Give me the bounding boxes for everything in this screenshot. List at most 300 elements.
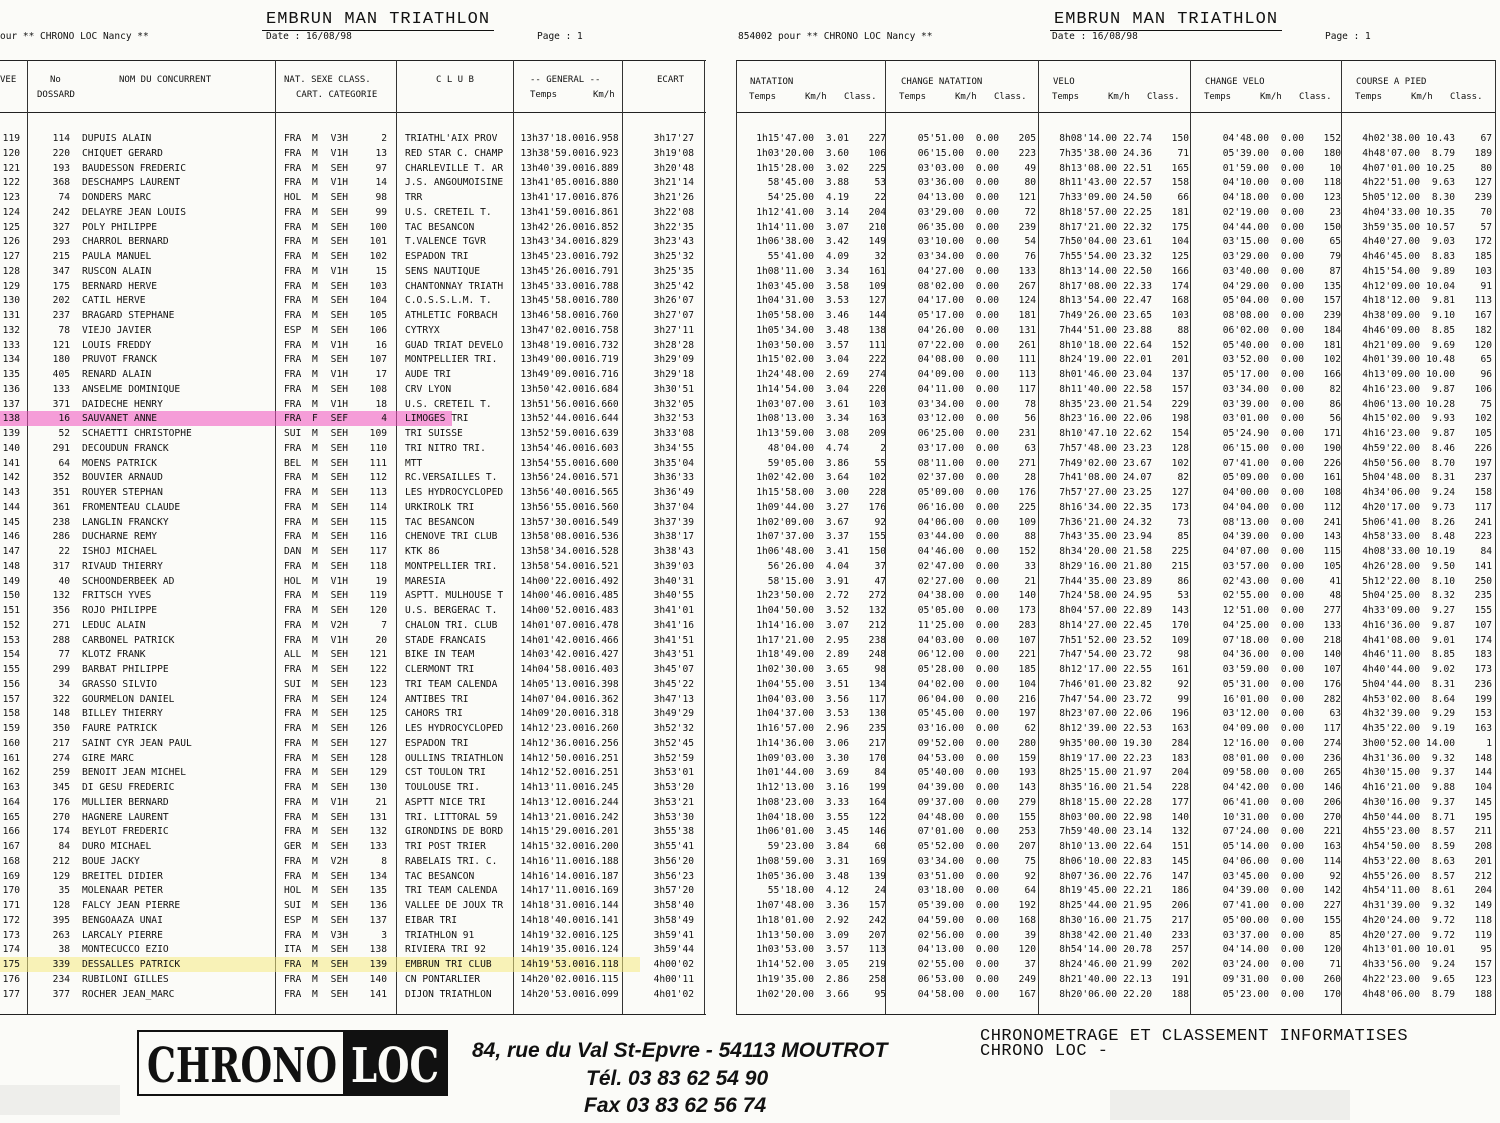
table-row [734, 353, 1500, 367]
t2-rank-cell: 105 [1323, 560, 1341, 572]
bib-number-cell: 22 [58, 546, 70, 557]
competitor-name-cell: RIVAUD THIERRY [82, 560, 163, 572]
bib-number-cell: 274 [52, 752, 70, 764]
bike-speed-cell: 22.64 [1123, 339, 1152, 351]
sex-cell: M [312, 826, 318, 838]
bike-speed-cell: 23.65 [1123, 310, 1152, 321]
t2-speed-cell: 0.00 [1280, 162, 1304, 174]
bib-number-cell: 263 [52, 929, 70, 941]
rank-cell: 148 [2, 560, 20, 572]
t1-time-cell: 04'46.00 [917, 546, 964, 557]
t2-rank-cell: 23 [1329, 206, 1341, 218]
table-row [0, 457, 706, 471]
rank-cell: 165 [2, 811, 20, 823]
bike-speed-cell: 21.54 [1123, 398, 1152, 410]
club-cell: TRIATHL'AIX PROV [405, 133, 498, 144]
avg-speed-cell: 16.403 [584, 664, 619, 675]
t1-speed-cell: 0.00 [975, 177, 999, 189]
category-rank-cell: 21 [375, 796, 387, 808]
club-cell: TRI. LITTORAL 59 [405, 811, 498, 823]
header-swim: NATATION [750, 77, 794, 87]
t1-rank-cell: 109 [1018, 516, 1036, 528]
avg-speed-cell: 16.644 [584, 413, 619, 425]
swim-time-cell: 1h04'50.00 [756, 605, 814, 616]
run-time-cell: 4h31'39.00 [1362, 900, 1420, 911]
t1-rank-cell: 75 [1024, 855, 1036, 867]
club-cell: BIKE IN TEAM [405, 649, 475, 661]
table-row [0, 427, 706, 441]
bib-number-cell: 345 [52, 782, 70, 793]
t1-speed-cell: 0.00 [975, 649, 999, 661]
sex-cell: M [312, 575, 318, 587]
rank-cell: 142 [2, 472, 20, 484]
t1-rank-cell: 21 [1024, 575, 1036, 587]
run-time-cell: 4h16'21.00 [1362, 782, 1420, 793]
t1-rank-cell: 207 [1018, 841, 1036, 852]
table-row [0, 280, 706, 294]
t2-time-cell: 07'24.00 [1222, 826, 1269, 838]
category-rank-cell: 16 [375, 339, 387, 351]
t2-time-cell: 09'31.00 [1222, 973, 1269, 985]
t1-speed-cell: 0.00 [975, 767, 999, 779]
bike-rank-cell: 183 [1171, 752, 1189, 764]
bib-number-cell: 350 [52, 723, 70, 734]
bib-number-cell: 176 [52, 796, 70, 808]
competitor-name-cell: BOUVIER ARNAUD [82, 472, 163, 484]
bib-number-cell: 356 [52, 605, 70, 616]
swim-time-cell: 1h15'47.00 [756, 133, 814, 144]
bike-rank-cell: 181 [1171, 206, 1189, 218]
category-cell: V1H [330, 634, 348, 646]
t2-speed-cell: 0.00 [1280, 796, 1304, 808]
bike-time-cell: 8h18'57.00 [1059, 206, 1117, 218]
t2-time-cell: 04'36.00 [1222, 649, 1269, 661]
gap-cell: 3h58'49 [653, 914, 694, 926]
run-speed-cell: 9.89 [1431, 265, 1455, 277]
run-rank-cell: 117 [1474, 501, 1492, 513]
t1-time-cell: 05'05.00 [917, 605, 964, 616]
bike-rank-cell: 154 [1171, 428, 1189, 439]
total-time-cell: 13h49'09.00 [520, 369, 584, 380]
t2-speed-cell: 0.00 [1280, 236, 1304, 248]
bike-time-cell: 8h06'10.00 [1059, 855, 1117, 867]
t2-time-cell: 09'58.00 [1222, 767, 1269, 779]
t1-time-cell: 04'02.00 [917, 678, 964, 690]
t2-time-cell: 05'14.00 [1222, 841, 1269, 852]
bike-time-cell: 8h12'39.00 [1059, 723, 1117, 734]
run-rank-cell: 91 [1480, 280, 1492, 292]
t2-rank-cell: 108 [1323, 487, 1341, 498]
bike-speed-cell: 23.72 [1123, 693, 1152, 705]
gap-cell: 4h01'02 [653, 988, 694, 1000]
subheader-class: Class. [994, 92, 1027, 102]
run-speed-cell: 10.43 [1426, 133, 1455, 144]
nationality-cell: FRA [284, 310, 302, 321]
table-row [734, 162, 1500, 176]
table-row [734, 280, 1500, 294]
rank-cell: 145 [2, 516, 20, 528]
gap-cell: 4h00'02 [653, 959, 694, 970]
t1-rank-cell: 113 [1018, 369, 1036, 380]
left-header-bottom-rule [0, 112, 706, 113]
bib-number-cell: 114 [52, 133, 70, 144]
category-rank-cell: 14 [375, 177, 387, 189]
table-row [0, 988, 706, 1002]
t1-rank-cell: 239 [1018, 221, 1036, 233]
bib-number-cell: 286 [52, 531, 70, 543]
nationality-cell: FRA [284, 855, 302, 867]
category-rank-cell: 8 [381, 855, 387, 867]
avg-speed-cell: 16.565 [584, 487, 619, 498]
club-cell: AUDE TRI [405, 369, 452, 380]
t2-speed-cell: 0.00 [1280, 649, 1304, 661]
bike-rank-cell: 206 [1171, 900, 1189, 911]
t2-rank-cell: 85 [1329, 929, 1341, 941]
sex-cell: M [312, 664, 318, 675]
category-cell: SEH [330, 280, 348, 292]
t2-time-cell: 08'13.00 [1222, 516, 1269, 528]
t2-speed-cell: 0.00 [1280, 221, 1304, 233]
t1-time-cell: 06'25.00 [917, 428, 964, 439]
sex-cell: M [312, 177, 318, 189]
swim-time-cell: 1h04'18.00 [756, 811, 814, 823]
table-row [734, 294, 1500, 308]
sex-cell: M [312, 487, 318, 498]
t1-speed-cell: 0.00 [975, 737, 999, 749]
competitor-name-cell: DAIDECHE HENRY [82, 398, 163, 410]
t2-time-cell: 05'23.00 [1222, 988, 1269, 1000]
t1-speed-cell: 0.00 [975, 501, 999, 513]
run-rank-cell: 1 [1486, 737, 1492, 749]
nationality-cell: FRA [284, 796, 302, 808]
total-time-cell: 14h07'04.00 [520, 693, 584, 705]
club-cell: CAHORS TRI [405, 708, 463, 720]
logo-loc-text: LOC [351, 1038, 439, 1094]
swim-time-cell: 1h15'58.00 [756, 487, 814, 498]
sex-cell: M [312, 973, 318, 985]
table-row [0, 914, 706, 928]
run-speed-cell: 8.10 [1431, 575, 1455, 587]
table-row [0, 796, 706, 810]
bike-speed-cell: 22.64 [1123, 841, 1152, 852]
swim-rank-cell: 98 [874, 664, 886, 675]
swim-time-cell: 1h19'35.00 [756, 973, 814, 985]
table-row [734, 516, 1500, 530]
total-time-cell: 13h41'17.00 [520, 192, 584, 203]
bike-time-cell: 8h35'23.00 [1059, 398, 1117, 410]
bib-number-cell: 322 [52, 693, 70, 705]
competitor-name-cell: BILLEY THIERRY [82, 708, 163, 720]
club-cell: EIBAR TRI [405, 914, 457, 926]
table-row [0, 147, 706, 161]
total-time-cell: 13h40'39.00 [520, 162, 584, 174]
nationality-cell: FRA [284, 442, 302, 454]
sex-cell: M [312, 310, 318, 321]
t2-time-cell: 04'44.00 [1222, 221, 1269, 233]
subheader-class: Class. [1299, 92, 1332, 102]
avg-speed-cell: 16.141 [584, 914, 619, 926]
t2-time-cell: 04'07.00 [1222, 546, 1269, 557]
table-row [734, 648, 1500, 662]
total-time-cell: 14h19'32.00 [520, 929, 584, 941]
gap-cell: 3h43'51 [653, 649, 694, 661]
t1-speed-cell: 0.00 [975, 841, 999, 852]
gap-cell: 3h57'20 [653, 885, 694, 897]
swim-rank-cell: 199 [868, 782, 886, 793]
table-row [734, 899, 1500, 913]
nationality-cell: FRA [284, 693, 302, 705]
t2-time-cell: 04'25.00 [1222, 619, 1269, 631]
rank-cell: 140 [2, 442, 20, 454]
swim-speed-cell: 2.69 [825, 369, 849, 380]
category-cell: V2H [330, 855, 348, 867]
run-speed-cell: 8.31 [1431, 678, 1455, 690]
gap-cell: 3h37'04 [653, 501, 694, 513]
rank-cell: 154 [2, 649, 20, 661]
table-row [734, 530, 1500, 544]
bike-time-cell: 8h08'14.00 [1059, 133, 1117, 144]
rank-cell: 177 [2, 988, 20, 1000]
avg-speed-cell: 16.256 [584, 737, 619, 749]
bike-speed-cell: 23.25 [1123, 487, 1152, 498]
category-rank-cell: 104 [369, 295, 387, 307]
swim-speed-cell: 2.96 [825, 723, 849, 734]
t2-speed-cell: 0.00 [1280, 310, 1304, 321]
t2-speed-cell: 0.00 [1280, 398, 1304, 410]
bib-number-cell: 238 [52, 516, 70, 528]
bike-rank-cell: 143 [1171, 605, 1189, 616]
t2-rank-cell: 260 [1323, 973, 1341, 985]
avg-speed-cell: 16.242 [584, 811, 619, 823]
swim-speed-cell: 3.60 [825, 147, 849, 159]
swim-rank-cell: 130 [868, 708, 886, 720]
t2-rank-cell: 41 [1329, 575, 1341, 587]
t1-rank-cell: 176 [1018, 487, 1036, 498]
total-time-cell: 13h54'46.00 [520, 442, 584, 454]
t2-time-cell: 06'41.00 [1222, 796, 1269, 808]
t1-speed-cell: 0.00 [975, 192, 999, 203]
avg-speed-cell: 16.780 [584, 295, 619, 307]
run-time-cell: 4h50'44.00 [1362, 811, 1420, 823]
t1-rank-cell: 37 [1024, 959, 1036, 970]
competitor-name-cell: SAINT CYR JEAN PAUL [82, 737, 192, 749]
t2-rank-cell: 48 [1329, 590, 1341, 602]
rank-cell: 164 [2, 796, 20, 808]
swim-rank-cell: 248 [868, 649, 886, 661]
table-row [0, 250, 706, 264]
table-row [734, 339, 1500, 353]
avg-speed-cell: 16.958 [584, 133, 619, 144]
total-time-cell: 13h57'30.00 [520, 516, 584, 528]
t2-rank-cell: 112 [1323, 501, 1341, 513]
sex-cell: M [312, 900, 318, 911]
run-rank-cell: 182 [1474, 324, 1492, 336]
right-page-title: EMBRUN MAN TRIATHLON [1054, 10, 1279, 29]
t1-time-cell: 03'03.00 [917, 162, 964, 174]
t1-time-cell: 06'04.00 [917, 693, 964, 705]
sex-cell: M [312, 192, 318, 203]
swim-time-cell: 1h13'50.00 [756, 929, 814, 941]
swim-rank-cell: 207 [868, 929, 886, 941]
t1-time-cell: 03'34.00 [917, 855, 964, 867]
sex-cell: M [312, 560, 318, 572]
swim-time-cell: 59'05.00 [767, 457, 814, 469]
header-time: Temps [530, 90, 558, 100]
bike-time-cell: 7h41'08.00 [1059, 472, 1117, 484]
run-rank-cell: 153 [1474, 708, 1492, 720]
swim-time-cell: 1h12'41.00 [756, 206, 814, 218]
bike-rank-cell: 102 [1171, 457, 1189, 469]
bike-time-cell: 8h23'07.00 [1059, 708, 1117, 720]
table-row [734, 929, 1500, 943]
nationality-cell: FRA [284, 472, 302, 484]
swim-rank-cell: 176 [868, 501, 886, 513]
run-rank-cell: 236 [1474, 678, 1492, 690]
competitor-name-cell: FRITSCH YVES [82, 590, 152, 602]
table-row [734, 707, 1500, 721]
avg-speed-cell: 16.485 [584, 590, 619, 602]
t1-speed-cell: 0.00 [975, 944, 999, 956]
swim-rank-cell: 95 [874, 988, 886, 1000]
category-cell: SEH [330, 811, 348, 823]
swim-time-cell: 1h13'59.00 [756, 428, 814, 439]
category-rank-cell: 102 [369, 251, 387, 262]
bike-time-cell: 8h16'34.00 [1059, 501, 1117, 513]
t2-speed-cell: 0.00 [1280, 428, 1304, 439]
competitor-name-cell: PRUVOT FRANCK [82, 354, 158, 366]
category-cell: SEH [330, 944, 348, 956]
t2-speed-cell: 0.00 [1280, 826, 1304, 838]
t1-speed-cell: 0.00 [975, 752, 999, 764]
category-rank-cell: 119 [369, 590, 387, 602]
t1-speed-cell: 0.00 [975, 221, 999, 233]
subheader-class: Class. [1147, 92, 1180, 102]
rank-cell: 124 [2, 206, 20, 218]
header-nat-sex-class: NAT. SEXE CLASS. [284, 75, 371, 85]
total-time-cell: 13h51'56.00 [520, 398, 584, 410]
t2-rank-cell: 190 [1323, 442, 1341, 454]
bike-rank-cell: 257 [1171, 944, 1189, 956]
nationality-cell: FRA [284, 133, 302, 144]
bib-number-cell: 84 [58, 841, 70, 852]
t1-rank-cell: 192 [1018, 900, 1036, 911]
sex-cell: M [312, 221, 318, 233]
nationality-cell: FRA [284, 339, 302, 351]
table-row [734, 825, 1500, 839]
nationality-cell: BEL [284, 457, 302, 469]
swim-rank-cell: 37 [874, 560, 886, 572]
club-cell: TRI NITRO TRI. [405, 442, 486, 454]
t2-speed-cell: 0.00 [1280, 575, 1304, 587]
t1-time-cell: 05'17.00 [917, 310, 964, 321]
run-speed-cell: 10.57 [1426, 221, 1455, 233]
category-rank-cell: 120 [369, 605, 387, 616]
t2-rank-cell: 161 [1323, 472, 1341, 484]
bike-speed-cell: 23.14 [1123, 826, 1152, 838]
swim-rank-cell: 228 [868, 487, 886, 498]
category-rank-cell: 138 [369, 944, 387, 956]
sex-cell: M [312, 147, 318, 159]
category-cell: SEH [330, 959, 348, 970]
category-rank-cell: 111 [369, 457, 387, 469]
rank-cell: 122 [2, 177, 20, 189]
swim-speed-cell: 3.07 [825, 221, 849, 233]
t2-speed-cell: 0.00 [1280, 383, 1304, 395]
run-speed-cell: 8.79 [1431, 147, 1455, 159]
gap-cell: 3h35'04 [653, 457, 694, 469]
t1-time-cell: 04'26.00 [917, 324, 964, 336]
sex-cell: M [312, 251, 318, 262]
rank-cell: 126 [2, 236, 20, 248]
t2-speed-cell: 0.00 [1280, 678, 1304, 690]
swim-speed-cell: 4.12 [825, 885, 849, 897]
nationality-cell: FRA [284, 354, 302, 366]
run-time-cell: 4h46'45.00 [1362, 251, 1420, 262]
table-row [734, 560, 1500, 574]
sex-cell: M [312, 398, 318, 410]
t1-speed-cell: 0.00 [975, 546, 999, 557]
category-rank-cell: 126 [369, 723, 387, 734]
t1-rank-cell: 279 [1018, 796, 1036, 808]
table-row [734, 619, 1500, 633]
category-cell: SEH [330, 487, 348, 498]
swim-time-cell: 1h14'36.00 [756, 737, 814, 749]
run-rank-cell: 113 [1474, 295, 1492, 307]
t1-speed-cell: 0.00 [975, 664, 999, 675]
bib-number-cell: 34 [58, 678, 70, 690]
competitor-name-cell: RUSCON ALAIN [82, 265, 152, 277]
t1-time-cell: 07'01.00 [917, 826, 964, 838]
run-speed-cell: 9.32 [1431, 900, 1455, 911]
table-row [0, 781, 706, 795]
sex-cell: M [312, 206, 318, 218]
t1-speed-cell: 0.00 [975, 723, 999, 734]
swim-rank-cell: 242 [868, 914, 886, 926]
bike-speed-cell: 22.55 [1123, 664, 1152, 675]
competitor-name-cell: DESSALLES PATRICK [82, 959, 181, 970]
run-speed-cell: 9.87 [1431, 619, 1455, 631]
t1-time-cell: 09'37.00 [917, 796, 964, 808]
sex-cell: M [312, 649, 318, 661]
avg-speed-cell: 16.251 [584, 752, 619, 764]
run-speed-cell: 9.72 [1431, 929, 1455, 941]
total-time-cell: 14h20'53.00 [520, 988, 584, 1000]
run-time-cell: 4h21'09.00 [1362, 339, 1420, 351]
t1-time-cell: 05'45.00 [917, 708, 964, 720]
t2-time-cell: 04'14.00 [1222, 944, 1269, 956]
t2-speed-cell: 0.00 [1280, 914, 1304, 926]
competitor-name-cell: BREITEL DIDIER [82, 870, 163, 882]
t1-rank-cell: 173 [1018, 605, 1036, 616]
club-cell: CRV LYON [405, 383, 452, 395]
t2-rank-cell: 92 [1329, 870, 1341, 882]
gap-cell: 3h59'41 [653, 929, 694, 941]
category-cell: SEH [330, 354, 348, 366]
swim-rank-cell: 210 [868, 221, 886, 233]
bike-time-cell: 9h35'00.00 [1059, 737, 1117, 749]
swim-rank-cell: 227 [868, 133, 886, 144]
bike-speed-cell: 23.52 [1123, 634, 1152, 646]
nationality-cell: DAN [284, 546, 302, 557]
table-row [734, 235, 1500, 249]
table-row [734, 796, 1500, 810]
run-time-cell: 4h18'12.00 [1362, 295, 1420, 307]
bib-number-cell: 202 [52, 295, 70, 307]
swim-speed-cell: 3.57 [825, 944, 849, 956]
run-speed-cell: 8.85 [1431, 324, 1455, 336]
run-rank-cell: 157 [1474, 959, 1492, 970]
t2-rank-cell: 274 [1323, 737, 1341, 749]
